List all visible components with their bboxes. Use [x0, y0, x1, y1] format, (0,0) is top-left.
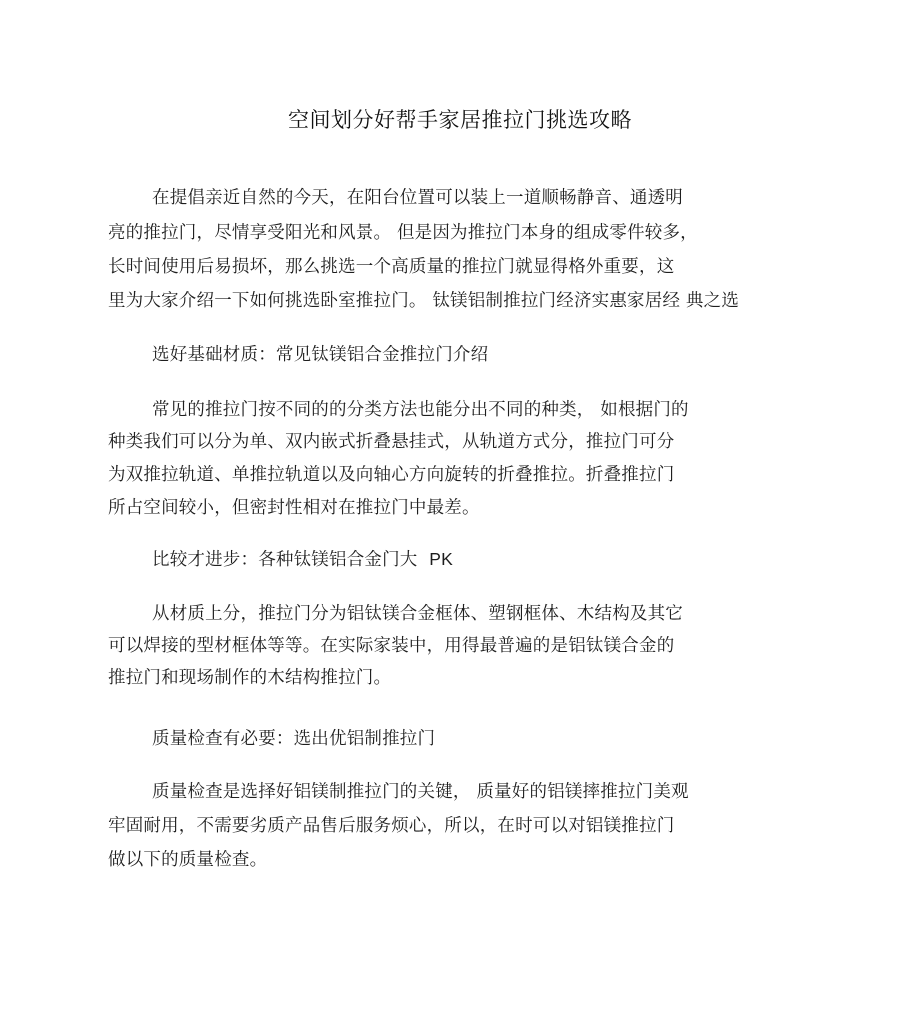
- section-heading-comparison: [152, 546, 453, 571]
- paragraph-4-line-3: 做以下的质量检查。: [108, 850, 268, 870]
- document-title: 空间划分好帮手家居推拉门挑选攻略: [288, 108, 632, 132]
- paragraph-1-line-3: 长时间使用后易损坏，那么挑选一个高质量的推拉门就显得格外重要，这: [108, 257, 675, 277]
- paragraph-4-line-1: 质量检查是选择好铝镁制推拉门的关键， 质量好的铝镁摔推拉门美观: [152, 782, 689, 802]
- paragraph-3-line-1: 从材质上分，推拉门分为铝钛镁合金框体、塑钢框体、木结构及其它: [152, 604, 683, 624]
- paragraph-3-line-2: 可以焊接的型材框体等等。在实际家装中，用得最普遍的是铝钛镁合金的: [108, 636, 675, 656]
- paragraph-2-line-3: 为双推拉轨道、单推拉轨道以及向轴心方向旋转的折叠推拉。折叠推拉门: [108, 465, 675, 485]
- section-heading-comparison-suffix: PK: [429, 549, 454, 569]
- paragraph-2-line-2: 种类我们可以分为单、双内嵌式折叠悬挂式，从轨道方式分，推拉门可分: [108, 432, 675, 452]
- paragraph-1-line-2: 亮的推拉门，尽情享受阳光和风景。 但是因为推拉门本身的组成零件较多，: [108, 223, 698, 243]
- section-heading-quality: 质量检查有必要：选出优铝制推拉门: [152, 729, 436, 749]
- paragraph-1-line-1: 在提倡亲近自然的今天，在阳台位置可以装上一道顺畅静音、通透明: [152, 188, 683, 208]
- paragraph-1-line-4: 里为大家介绍一下如何挑选卧室推拉门。 钛镁铝制推拉门经济实惠家居经 典之选: [108, 291, 740, 311]
- paragraph-2-line-4: 所占空间较小，但密封性相对在推拉门中最差。: [108, 498, 480, 518]
- section-heading-comparison-text: 比较才进步：各种钛镁铝合金门大: [152, 550, 418, 570]
- paragraph-2-line-1: 常见的推拉门按不同的的分类方法也能分出不同的种类， 如根据门的: [152, 400, 689, 420]
- section-heading-materials: 选好基础材质：常见钛镁铝合金推拉门介绍: [152, 345, 489, 365]
- paragraph-4-line-2: 牢固耐用，不需要劣质产品售后服务烦心，所以，在时可以对铝镁推拉门: [108, 816, 675, 836]
- paragraph-3-line-3: 推拉门和现场制作的木结构推拉门。: [108, 668, 392, 688]
